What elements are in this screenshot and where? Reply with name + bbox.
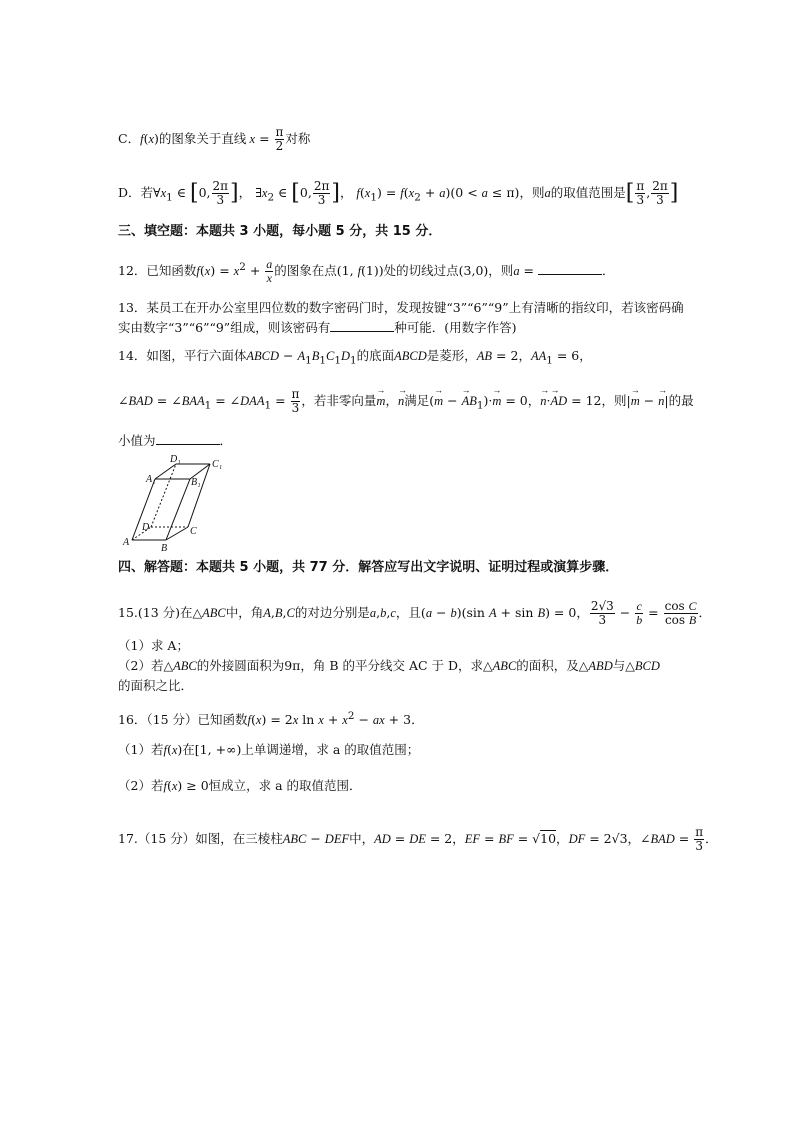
question-17: 17.（15 分）如图，在三棱柱ABC − DEF中，AD = DE = 2，EF = BF = √10，DF = 2√3，∠BAD = $\frac{\pi}{3}$ ． (118, 825, 718, 853)
question-15-sub2-cont: 的面积之比． (118, 678, 194, 693)
question-14-line1: 14．如图，平行六面体ABCD − $A_1B_1C_1D_1$的底面ABCD是菱形，AB = 2，$AA_1 = 6$， (118, 348, 592, 367)
question-16: 16．（15 分）已知函数f(x) = 2x $\ln x + x^2$ − ax + 3． (118, 710, 424, 728)
question-15-sub2: （2）若△ABC的外接圆面积为9π，角 B 的平分线交 AC 于 D，求△ABC的面积，及△ABD与△BCD (118, 658, 660, 673)
label-c1: C₁ (212, 459, 223, 470)
option-d: D．若$\forall x_1$ ∈ [0, $\frac{2\pi}{3}$ ]， $\exists x_2$ ∈ [0, $\frac{2\pi}{3}$ ]， $f(x_1) = f(x_2 + a)(0 < a \le \pi)$，则a的取值范围是[ $\frac{\pi}{3}$ , $\frac{2\pi}{3}$ ] (118, 179, 679, 207)
answer-blank (330, 319, 394, 332)
section-4-title: 四、解答题：本题共 5 小题，共 77 分．解答应写出文字说明、证明过程或演算步骤． (118, 560, 619, 575)
label-a1: A₁ (146, 474, 156, 485)
question-12: 12．已知函数$f(x) = x^2$ + $\frac{a}{x}$ 的图象在点(1, f(1))处的切线过点(3,0)，则a = ． (118, 257, 615, 285)
question-15: 15.(13 分)在△ABC中，角A,B,C的对边分别是a,b,c，且(a − b)(sin A + sin B) = 0， $\frac{2√3}{3}$ − $\frac{c}{b}$ = $\frac{\text{cos C}}{\text{cos B}}$ ． (118, 599, 712, 627)
parallelepiped-figure (118, 452, 228, 558)
option-c: C．f(x)的图象关于直线 x = $\frac{\pi}{2}$ 对称 (118, 125, 311, 153)
question-16-sub2: （2）若f(x) ≥ 0恒成立，求 a 的取值范围． (118, 778, 362, 793)
label-d: D (142, 522, 150, 533)
label-d1: D₁ (170, 454, 181, 465)
answer-blank (538, 262, 602, 275)
question-13-line2: 实由数字“3”“6”“9”组成，则该密码有 种可能．(用数字作答) (118, 320, 517, 335)
section-3-title: 三、填空题：本题共 3 小题，每小题 5 分，共 15 分． (118, 224, 442, 239)
label-a: A (123, 537, 130, 548)
parallelepiped-diagram (118, 452, 228, 554)
label-c: C (190, 526, 197, 537)
question-13-line1: 13．某员工在开办公室里四位数的数字密码门时，发现按键“3”“6”“9”上有清晰的指纹印，若该密码确 (118, 300, 684, 315)
question-15-sub1: （1）求 A； (118, 638, 189, 653)
label-b1: B₁ (191, 477, 201, 488)
question-14-line2: ∠BAD = $\angle BAA_1$ = $\angle DAA_1$ = $\frac{\pi}{3}$ ，若非零向量→ m，→ n满足(→ m − → $AB_1)\cdot\to m = 0$，→ n·→ AD = 12，则|→ m − → n|的最 (118, 388, 694, 415)
question-16-sub1: （1）若f(x)在[1, +∞)上单调递增，求 a 的取值范围； (118, 742, 420, 757)
label-b: B (161, 543, 168, 554)
question-14-line3: 小值为 ． (118, 433, 233, 448)
answer-blank (156, 432, 220, 445)
